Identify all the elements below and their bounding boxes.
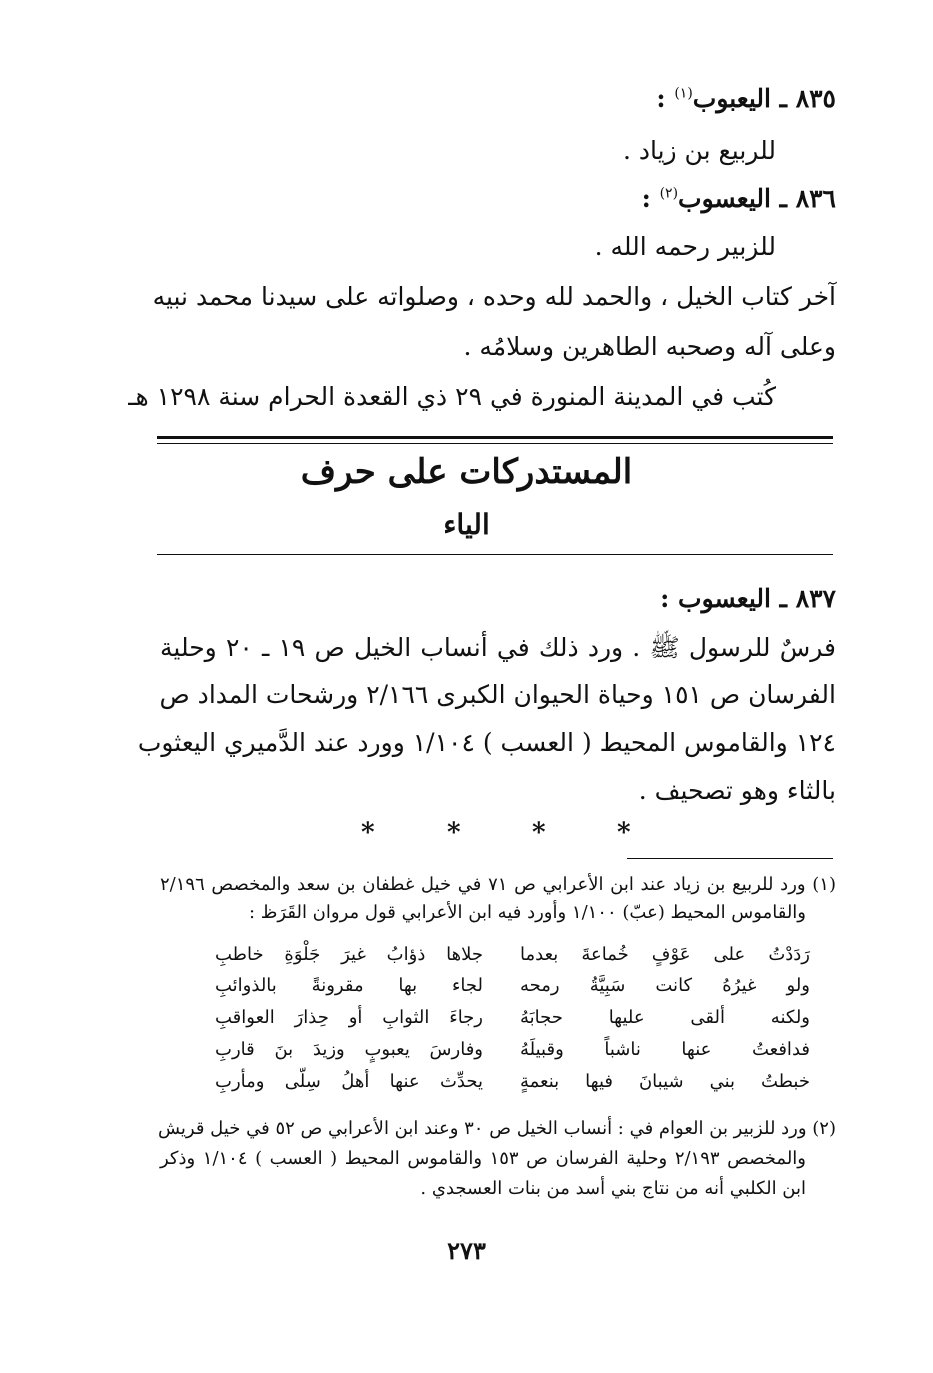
verse-1-hemistich-a: رَدَدْتُ على عَوْفٍ خُماعةَ بعدما [520,944,810,965]
entry-837-line-2: الفرسان ص ١٥١ وحياة الحيوان الكبرى ٢/١٦٦ ورشحات المداد ص [159,680,836,709]
footnote-2-line-2: والمخصص ٢/١٩٣ وحلية الفرسان ص ١٥٣ والقاموس المحيط ( العسب ) ١/١٠٤ وذكر [160,1148,806,1169]
verse-4-hemistich-b: وفارسَ يعبوبٍ وزيدَ بنَ قاربِ [215,1039,483,1060]
closing-line-1: آخر كتاب الخيل ، والحمد لله وحده ، وصلواته على سيدنا محمد نبيه [152,282,836,311]
double-rule-top [157,436,833,439]
footnote-rule [627,858,833,859]
separator-star-1: * [361,818,375,848]
entry-835-heading: ٨٣٥ ـ اليعبوب$^{(١)}$ : [656,84,836,113]
verse-5-hemistich-b: يحدِّث عنها أهلُ سِلّى ومأربِ [215,1071,483,1092]
colophon-date: كُتب في المدينة المنورة في ٢٩ ذي القعدة الحرام سنة ١٢٩٨ هـ [128,382,776,411]
page-number: ٢٧٣ [447,1236,486,1265]
entry-837-line-3: ١٢٤ والقاموس المحيط ( العسب ) ١/١٠٤ وورد عند الدَّميري اليعثوب [137,728,836,757]
verse-4-hemistich-a: فدافعتُ عنها ناشباً وقبيلَهُ [520,1039,810,1060]
footnote-2-line-3: ابن الكلبي أنه من نتاج بني أسد من بنات العسجدي . [420,1178,806,1199]
entry-836-body: للزبير رحمه الله . [594,232,776,261]
entry-835-body: للربيع بن زياد . [622,136,776,165]
section-title: المستدركات على حرف [300,452,633,492]
verse-2-hemistich-b: لجاء بها مقرونةً بالذوائبِ [215,975,483,996]
entry-837-heading: ٨٣٧ ـ اليعسوب : [660,584,836,613]
separator-star-4: * [617,818,631,848]
double-rule-bottom [157,443,833,444]
footnote-1-line-1: (١) ورد للربيع بن زياد عند ابن الأعرابي ص ٧١ في خيل غطفان بن سعد والمخصص ٢/١٩٦ [160,874,836,895]
footnote-2-line-1: (٢) ورد للزبير بن العوام في : أنساب الخيل ص ٣٠ وعند ابن الأعرابي ص ٥٢ في خيل قريش [157,1118,836,1139]
verse-3-hemistich-b: رجاءَ الثوابِ أو حِذارَ العواقبِ [215,1007,483,1028]
section-subtitle: الياء [443,508,490,541]
footnote-1-line-2: والقاموس المحيط (عبّ) ١/١٠٠ وأورد فيه ابن الأعرابي قول مروان القَرَظ : [248,902,806,923]
entry-837-line-1: فرسٌ للرسول ﷺ . ورد ذلك في أنساب الخيل ص ١٩ ـ ٢٠ وحلية [160,633,836,662]
separator-star-3: * [532,818,546,848]
entry-836-heading: ٨٣٦ ـ اليعسوب$^{(٢)}$ : [641,184,836,213]
verse-3-hemistich-a: ولكنه ألقى عليها حجابَهُ [520,1007,810,1028]
closing-line-2: وعلى آله وصحبه الطاهرين وسلامُه . [463,332,836,361]
separator-star-2: * [447,818,461,848]
footnote-mark-2: (٢) [659,185,679,202]
footnote-mark-1: (١) [674,85,693,102]
verse-2-hemistich-a: ولو غيرُهُ كانت سَبِيَّةُ رمحه [520,975,810,996]
verse-5-hemistich-a: خبطتُ بني شيبانَ فيها بنعمةٍ [520,1071,810,1092]
section-rule [157,554,833,555]
verse-1-hemistich-b: جلاها ذؤابُ غيرَ جَلْوَةِ خاطبِ [215,944,483,965]
entry-837-line-4: بالثاء وهو تصحيف . [638,776,836,805]
